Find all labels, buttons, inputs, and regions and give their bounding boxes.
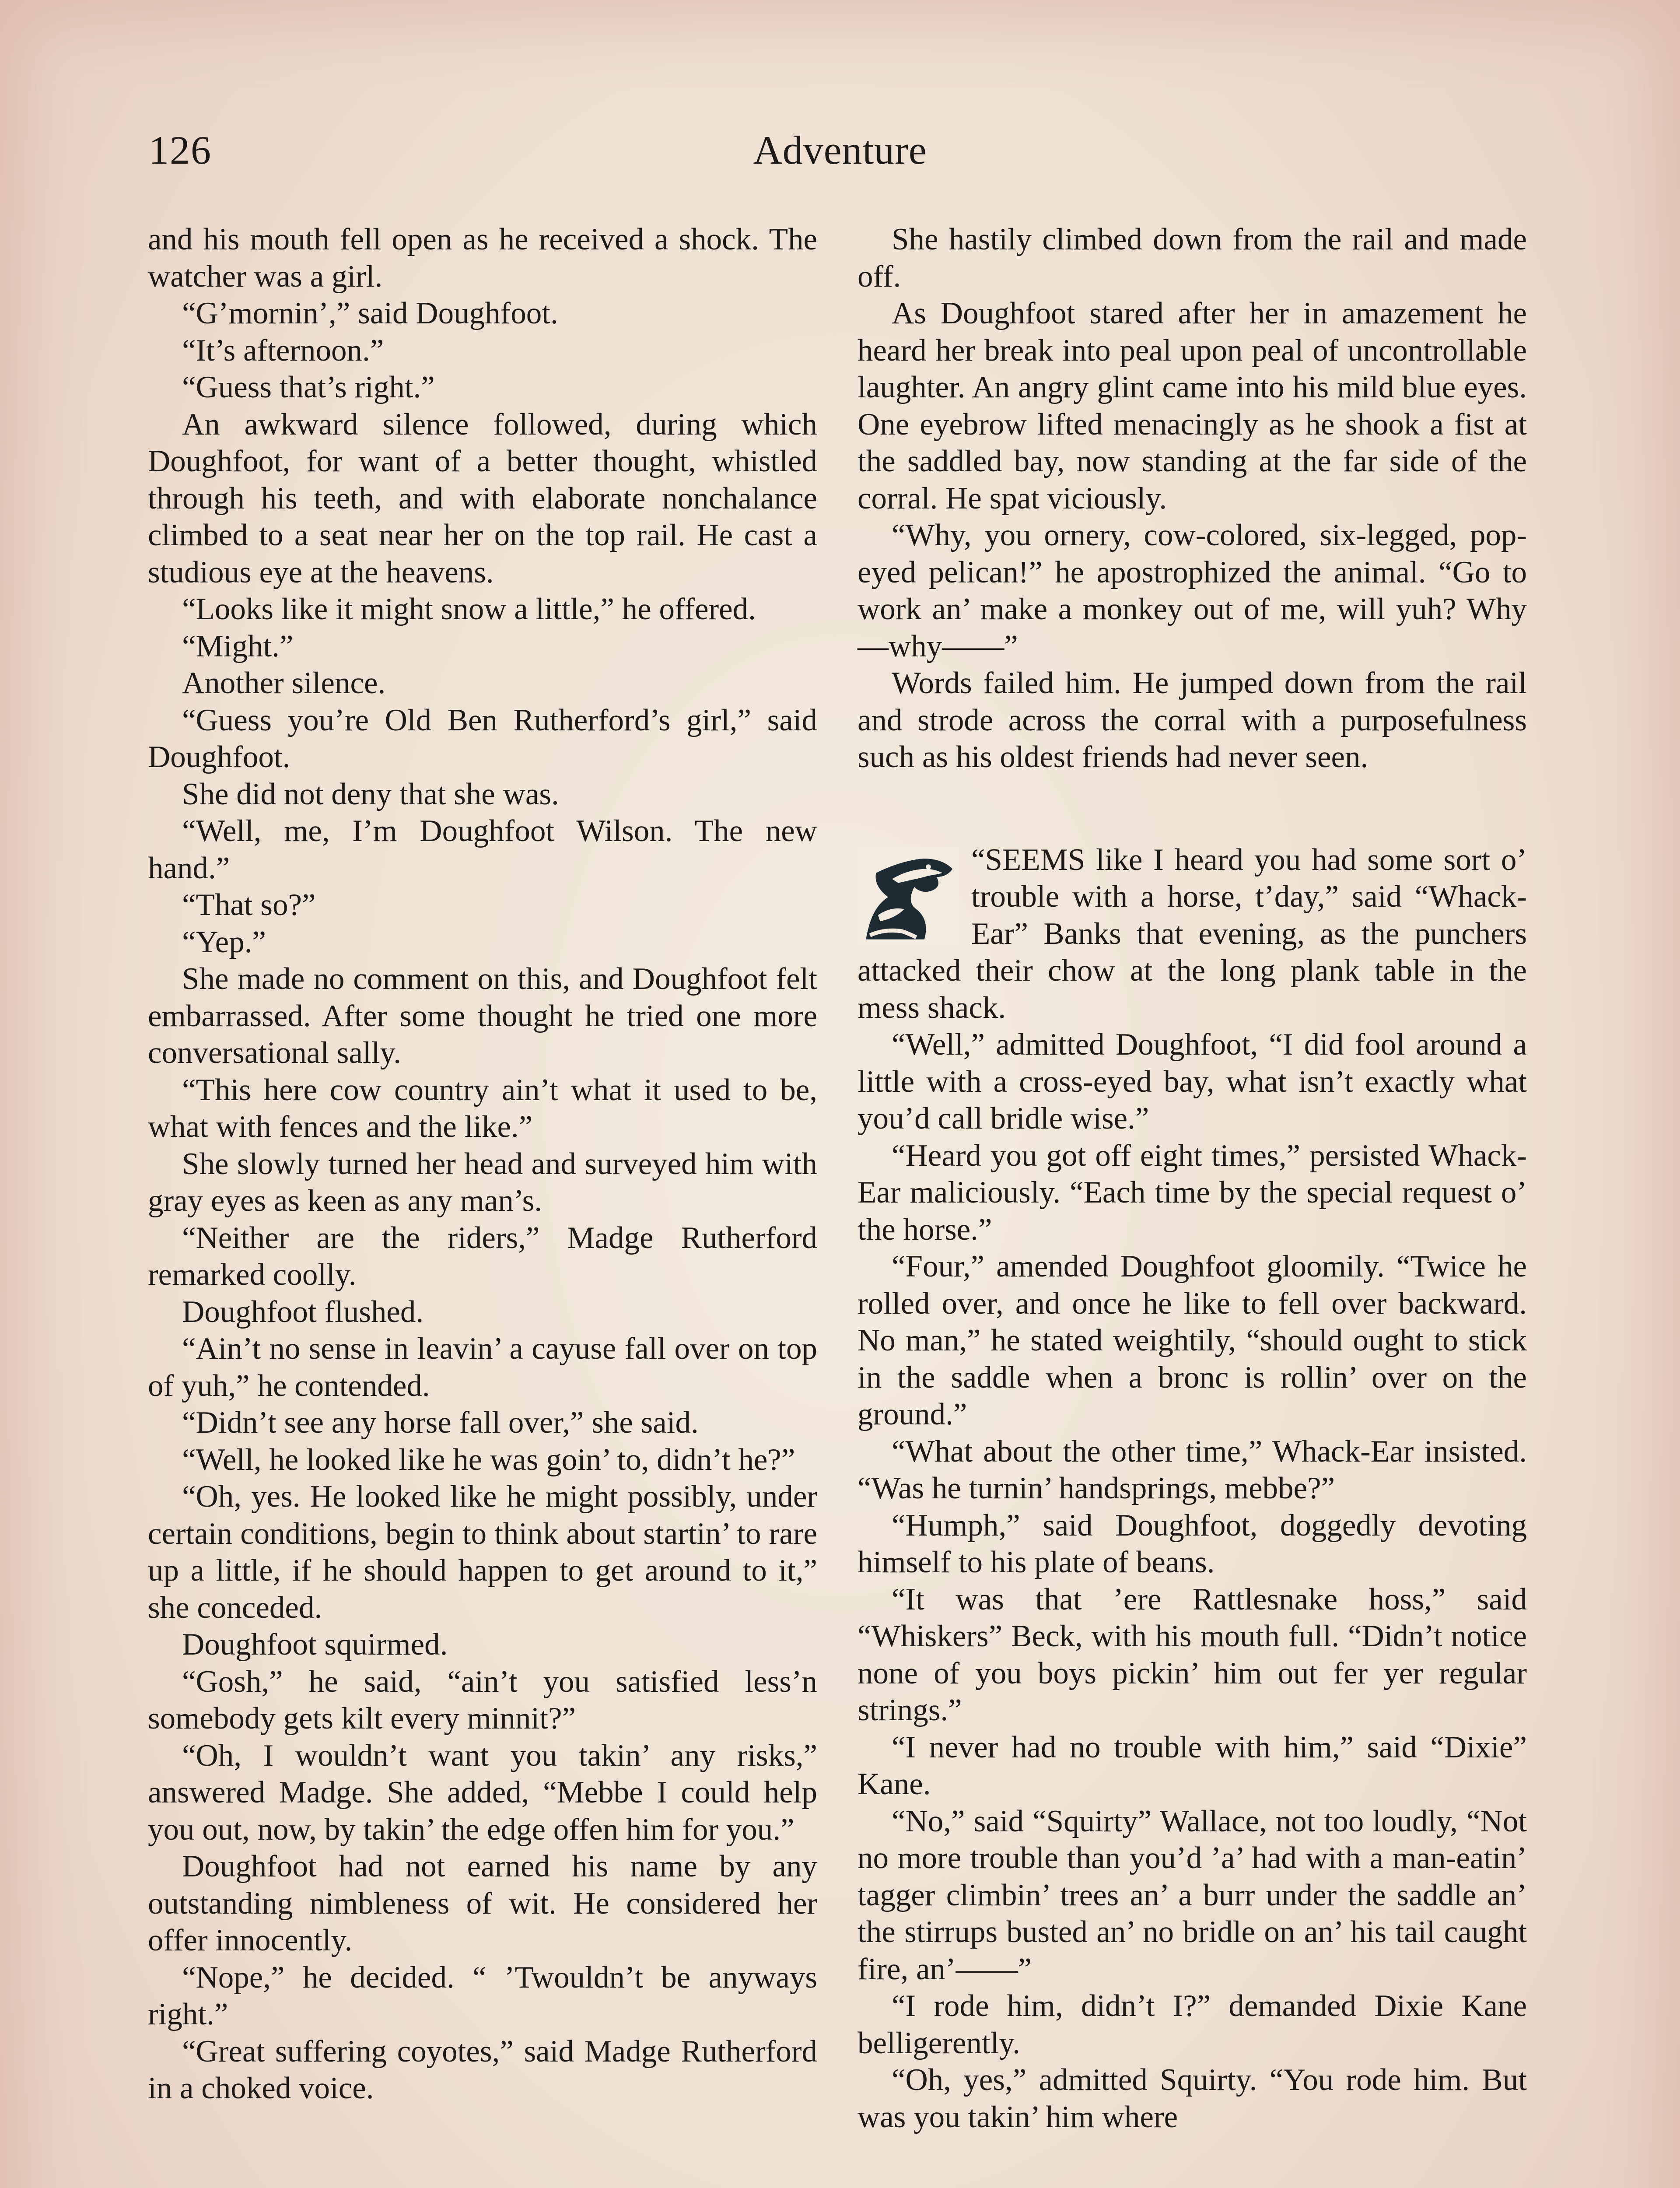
page-number: 126 bbox=[149, 128, 212, 172]
paragraph: “Looks like it might snow a little,” he offered. bbox=[182, 592, 756, 626]
paragraph: “Oh, I wouldn’t want you takin’ any risks,” answered Madge. She added, “Mebbe I could help you out, now, by takin’ the edge offen him for you.” bbox=[148, 1738, 817, 1847]
paragraph: Doughfoot squirmed. bbox=[182, 1627, 448, 1662]
paragraph: “Why, you ornery, cow-colored, six-legged, pop-eyed pelican!” he apostrophized the animal. “Go to work an’ make a monkey out of me, will yuh? Why—why——” bbox=[858, 518, 1527, 663]
paragraph: Words failed him. He jumped down from the rail and strode across the corral with a purposefulness such as his oldest friends had never seen. bbox=[858, 666, 1527, 774]
section-lead-paragraph: “SEEMS like I heard you had some sort o’ trouble with a horse, t’day,” said “Whack-Ear” Banks that evening, as the punchers attacked their chow at the long plank table in the mess shack. bbox=[858, 842, 1527, 1025]
paragraph: “Might.” bbox=[182, 629, 294, 663]
paragraph: “Great suffering coyotes,” said Madge Rutherford in a choked voice. bbox=[148, 2034, 817, 2105]
paragraph: “G’mornin’,” said Doughfoot. bbox=[182, 296, 558, 330]
paragraph: She hastily climbed down from the rail and made off. bbox=[858, 222, 1527, 294]
paragraph: “It was that ’ere Rattlesnake hoss,” said “Whiskers” Beck, with his mouth full. “Didn’t notice none of you boys pickin’ him out fer yer regular strings.” bbox=[858, 1582, 1527, 1727]
paragraph: “Well, he looked like he was goin’ to, didn’t he?” bbox=[182, 1442, 795, 1477]
paragraph: “Guess that’s right.” bbox=[182, 370, 435, 404]
paragraph: “No,” said “Squirty” Wallace, not too loudly, “Not no more trouble than you’d ’a’ had with a man-eatin’ tagger climbin’ trees an’ a burr under the saddle an’ the stirrups busted an’ no bridle on an’ his tail caught fire, an’——” bbox=[858, 1804, 1527, 1986]
paragraph: “Four,” amended Doughfoot gloomily. “Twice he rolled over, and once he like to fell over backward. No man,” he stated weightily, “should ought to stick in the saddle when a bronc is rollin’ over on the ground.” bbox=[858, 1249, 1527, 1431]
paragraph: As Doughfoot stared after her in amazement he heard her break into peal upon peal of uncontrollable laughter. An angry glint came into his mild blue eyes. One eyebrow lifted menacingly as he shook a fist at the saddled bay, now standing at the far side of the corral. He spat viciously. bbox=[858, 296, 1527, 515]
page-header bbox=[144, 127, 1536, 188]
paragraph: “I rode him, didn’t I?” demanded Dixie Kane belligerently. bbox=[858, 1989, 1527, 2060]
paragraph: “Oh, yes,” admitted Squirty. “You rode him. But was you takin’ him where bbox=[858, 2063, 1527, 2134]
paragraph: “Yep.” bbox=[182, 925, 266, 959]
paragraph: “Nope,” he decided. “ ’Twouldn’t be anyways right.” bbox=[148, 1960, 817, 2031]
paragraph: “Didn’t see any horse fall over,” she said. bbox=[182, 1406, 699, 1440]
paragraph: “Neither are the riders,” Madge Rutherford remarked coolly. bbox=[148, 1220, 817, 1292]
paragraph: “That so?” bbox=[182, 888, 316, 922]
paragraph: Doughfoot had not earned his name by any outstanding nimbleness of wit. He considered her offer innocently. bbox=[148, 1849, 817, 1957]
paragraph: She made no comment on this, and Doughfoot felt embarrassed. After some thought he tried one more conversational sally. bbox=[148, 962, 817, 1070]
right-column-bottom-section bbox=[858, 1026, 1527, 2135]
section-lead bbox=[858, 842, 1527, 1027]
paragraph: “I never had no trouble with him,” said “Dixie” Kane. bbox=[858, 1730, 1527, 1801]
paragraph: “Gosh,” he said, “ain’t you satisfied less’n somebody gets kilt every minnit?” bbox=[148, 1664, 817, 1736]
running-title: Adventure bbox=[753, 128, 927, 172]
paragraph: “Well, me, I’m Doughfoot Wilson. The new hand.” bbox=[148, 814, 817, 885]
paragraph: “Ain’t no sense in leavin’ a cayuse fall over on top of yuh,” he contended. bbox=[148, 1332, 817, 1403]
paragraph: Another silence. bbox=[182, 666, 386, 700]
paragraph: She slowly turned her head and surveyed him with gray eyes as keen as any man’s. bbox=[148, 1147, 817, 1218]
paragraph: “Humph,” said Doughfoot, doggedly devoting himself to his plate of beans. bbox=[858, 1508, 1527, 1579]
paragraph: Doughfoot flushed. bbox=[182, 1294, 424, 1329]
paragraph: “This here cow country ain’t what it used to be, what with fences and the like.” bbox=[148, 1073, 817, 1144]
paragraph: “Heard you got off eight times,” persisted Whack-Ear maliciously. “Each time by the special request o’ the horse.” bbox=[858, 1138, 1527, 1247]
paragraph: “Oh, yes. He looked like he might possibly, under certain conditions, begin to think about startin’ to rare up a little, if he should happen to get around to it,” she conceded. bbox=[148, 1480, 817, 1625]
paragraph: An awkward silence followed, during which Doughfoot, for want of a better thought, whistled through his teeth, and with elaborate nonchalance climbed to a seat near her on the top rail. He cast a studious eye at the heavens. bbox=[148, 407, 817, 589]
left-text-column bbox=[148, 221, 817, 2107]
paragraph: “Guess you’re Old Ben Rutherford’s girl,” said Doughfoot. bbox=[148, 703, 817, 774]
paragraph: “What about the other time,” Whack-Ear insisted. “Was he turnin’ handsprings, mebbe?” bbox=[858, 1434, 1527, 1505]
right-column-top-section bbox=[858, 221, 1527, 776]
section-break bbox=[858, 776, 1527, 842]
paragraph: She did not deny that she was. bbox=[182, 777, 559, 811]
paragraph: “Well,” admitted Doughfoot, “I did fool around a little with a cross-eyed bay, what isn’t exactly what you’d call bridle wise.” bbox=[858, 1027, 1527, 1136]
paragraph: and his mouth fell open as he received a shock. The watcher was a girl. bbox=[148, 222, 817, 294]
ornamental-horse-head-icon bbox=[858, 847, 959, 947]
paragraph: “It’s afternoon.” bbox=[182, 333, 384, 368]
right-text-column bbox=[858, 221, 1527, 2135]
